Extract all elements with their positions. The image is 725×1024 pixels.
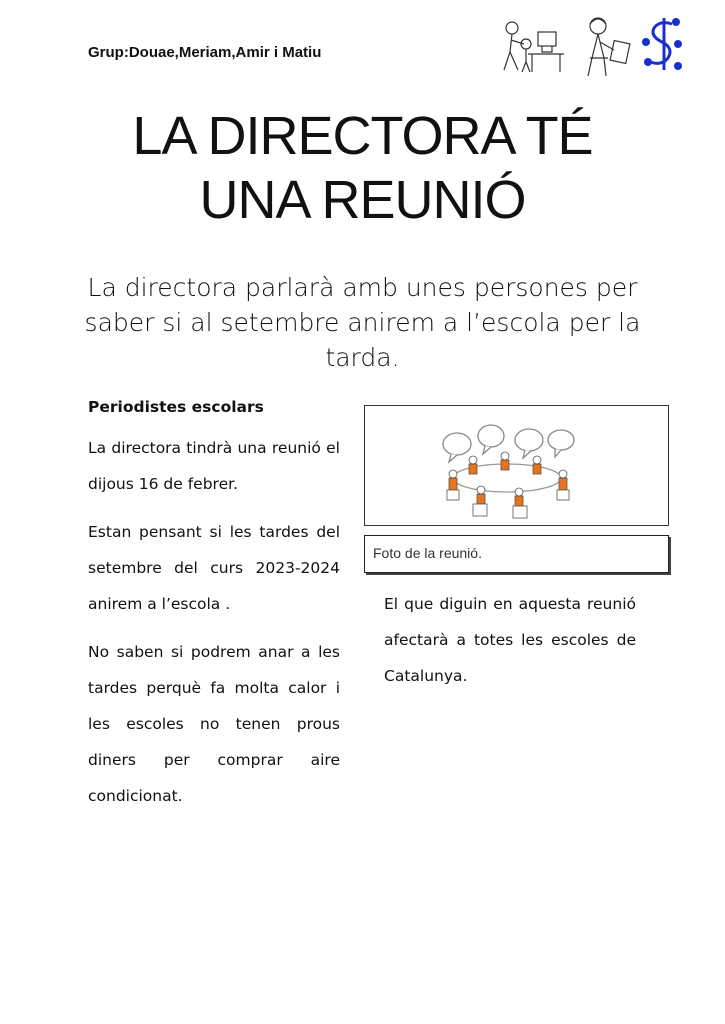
paragraph-2: Estan pensant si les tardes del setembre del curs 2023-2024 anirem a l’escola .	[88, 523, 340, 613]
students-computer-clipart	[498, 14, 570, 74]
paragraph-3: No saben si podrem anar a les tardes perquè fa molta calor i les escoles no tenen prous diners per comprar aire condicionat.	[88, 643, 340, 805]
title-line-1: LA DIRECTORA TÉ	[132, 106, 593, 166]
title-line-2: UNA REUNIÓ	[199, 170, 526, 230]
right-column	[384, 586, 636, 706]
section-title: Periodistes escolars	[88, 398, 264, 416]
photo-caption: Foto de la reunió.	[364, 535, 669, 573]
paragraph-1: La directora tindrà una reunió el dijous 16 de febrer.	[88, 439, 340, 493]
right-paragraph: El que diguin en aquesta reunió afectarà a totes les escoles de Catalunya.	[384, 595, 636, 685]
meeting-photo	[364, 405, 669, 526]
left-column	[88, 398, 340, 826]
article-title	[40, 104, 685, 232]
school-logo-icon	[638, 14, 686, 76]
group-label: Grup:Douae,Meriam,Amir i Matiu	[88, 44, 322, 61]
article-subtitle: La directora parlarà amb unes persones per saber si al setembre anirem a l’escola per la tarda.	[84, 273, 641, 372]
meeting-illustration	[365, 406, 667, 524]
child-reading-clipart	[578, 14, 634, 80]
